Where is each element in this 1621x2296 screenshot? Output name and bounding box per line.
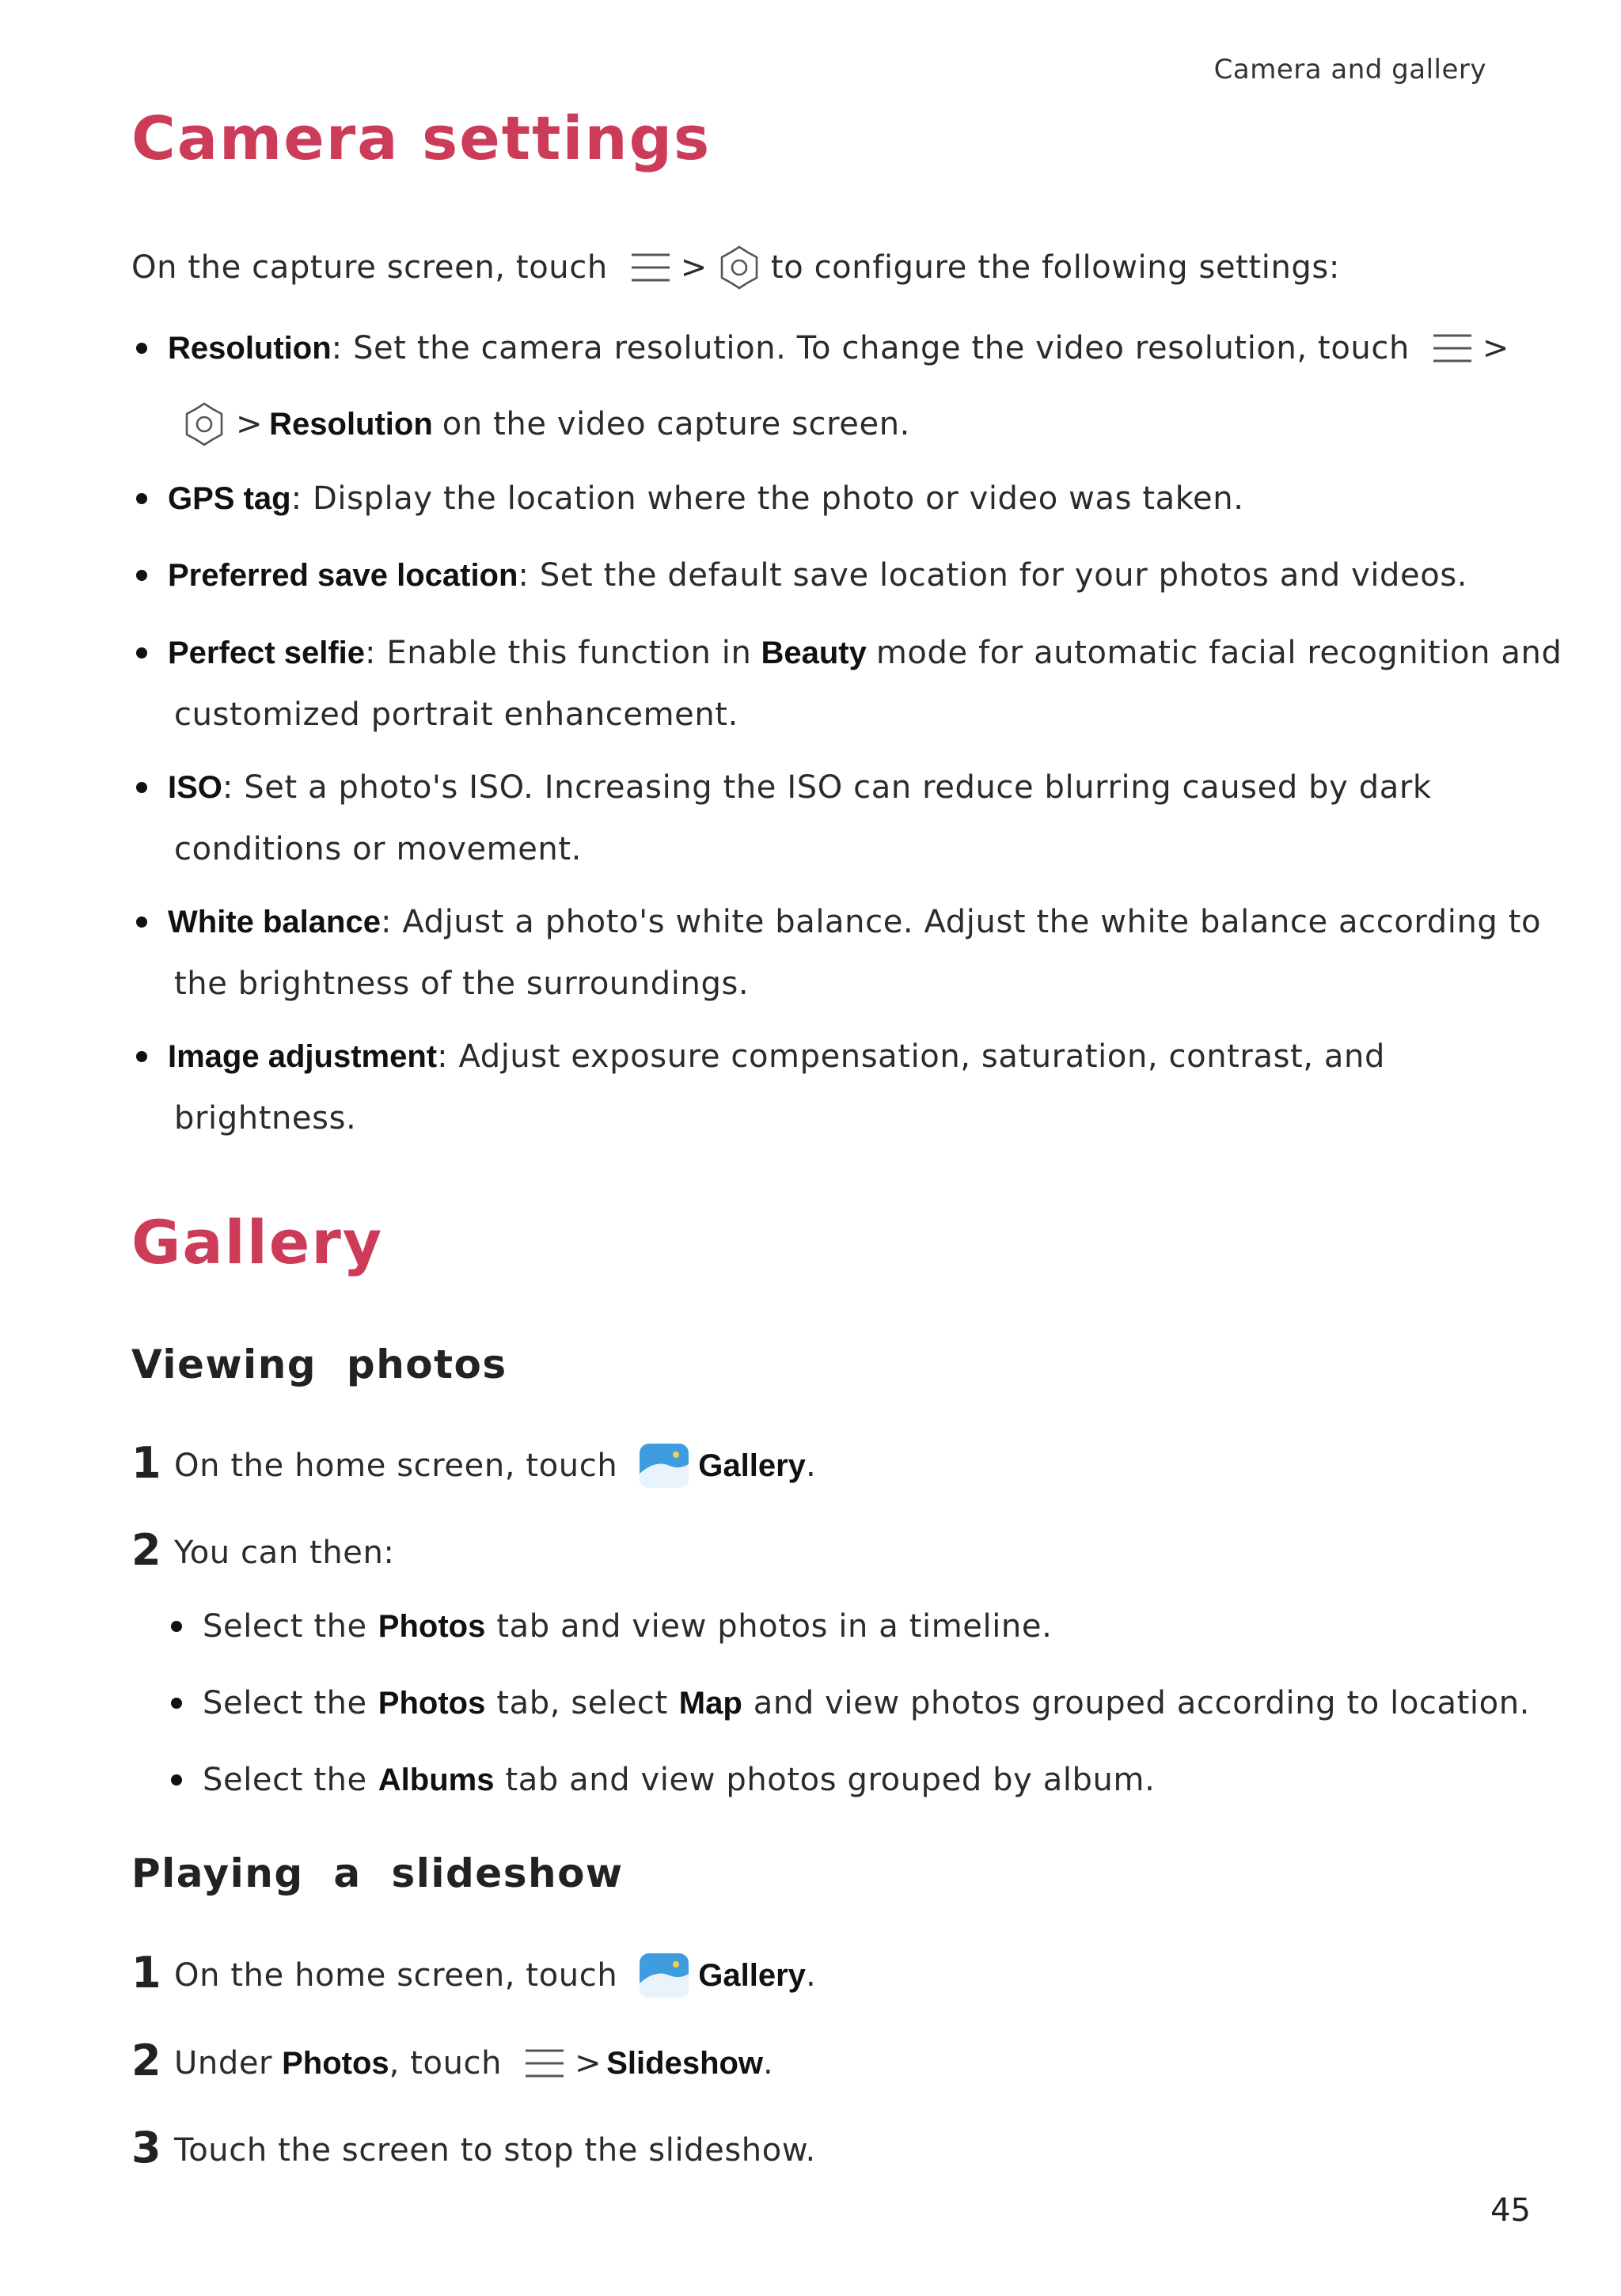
- gallery-heading: Gallery: [131, 1207, 384, 1277]
- slideshow-step-1: On the home screen, touch Gallery .: [174, 1952, 816, 1999]
- viewing-step-1: On the home screen, touch Gallery .: [174, 1442, 816, 1490]
- setting-item-white-balance: White balance : Adjust a photo's white balance. Adjust the white balance according to: [136, 898, 1541, 946]
- bullet: [171, 1621, 182, 1632]
- setting-item-white-balance-cont: the brightness of the surroundings.: [174, 966, 750, 1002]
- step-number: 1: [131, 1437, 161, 1488]
- gallery-app-icon: [638, 1442, 690, 1490]
- viewing-subitem: Select the Photos tab and view photos in a timeline.: [171, 1603, 1052, 1650]
- viewing-step-2: You can then:: [174, 1535, 395, 1571]
- menu-icon: [628, 250, 673, 285]
- bullet: [136, 917, 147, 928]
- setting-item-gps-tag: GPS tag : Display the location where the photo or video was taken.: [136, 475, 1244, 522]
- camera-settings-heading: Camera settings: [131, 103, 712, 173]
- bullet: [136, 1051, 147, 1062]
- step-number: 3: [131, 2122, 161, 2173]
- setting-item-image-adjustment: Image adjustment : Adjust exposure compensation, saturation, contrast, and: [136, 1033, 1385, 1080]
- viewing-photos-heading: Viewing photos: [131, 1342, 507, 1387]
- slideshow-step-3: Touch the screen to stop the slideshow.: [174, 2132, 816, 2169]
- gallery-app-icon: [638, 1952, 690, 1999]
- bullet: [136, 782, 147, 793]
- menu-icon: [1430, 331, 1475, 366]
- setting-item-iso-cont: conditions or movement.: [174, 831, 582, 867]
- setting-item-save-location: Preferred save location : Set the default save location for your photos and videos.: [136, 552, 1467, 599]
- setting-item-perfect-selfie-cont: customized portrait enhancement.: [174, 696, 738, 733]
- slideshow-heading: Playing a slideshow: [131, 1850, 624, 1896]
- menu-icon: [522, 2046, 567, 2081]
- bullet: [136, 647, 147, 658]
- viewing-subitem: Select the Photos tab, select Map and view photos grouped according to location.: [171, 1679, 1530, 1727]
- bullet: [171, 1698, 182, 1709]
- bullet: [136, 570, 147, 581]
- intro-line: On the capture screen, touch > to configure the following settings:: [131, 244, 1340, 291]
- bullet: [136, 343, 147, 354]
- setting-item-image-adjustment-cont: brightness.: [174, 1100, 357, 1137]
- step-number: 2: [131, 1524, 161, 1575]
- setting-item-resolution: Resolution : Set the camera resolution. To change the video resolution, touch >: [136, 324, 1509, 372]
- viewing-subitem: Select the Albums tab and view photos grouped by album.: [171, 1756, 1155, 1804]
- gear-icon: [180, 400, 228, 448]
- setting-item-perfect-selfie: Perfect selfie : Enable this function in Beauty mode for automatic facial recognition and: [136, 629, 1562, 677]
- page-number: 45: [1490, 2192, 1531, 2229]
- setting-item-resolution-cont: > Resolution on the video capture screen.: [180, 400, 910, 448]
- slideshow-step-2: Under Photos , touch > Slideshow .: [174, 2045, 774, 2082]
- bullet: [136, 493, 147, 504]
- bullet: [171, 1774, 182, 1786]
- setting-item-iso: ISO : Set a photo's ISO. Increasing the ISO can reduce blurring caused by dark: [136, 764, 1432, 811]
- step-number: 2: [131, 2035, 161, 2085]
- step-number: 1: [131, 1947, 161, 1998]
- gear-icon: [716, 244, 763, 291]
- running-header: Camera and gallery: [1213, 54, 1486, 85]
